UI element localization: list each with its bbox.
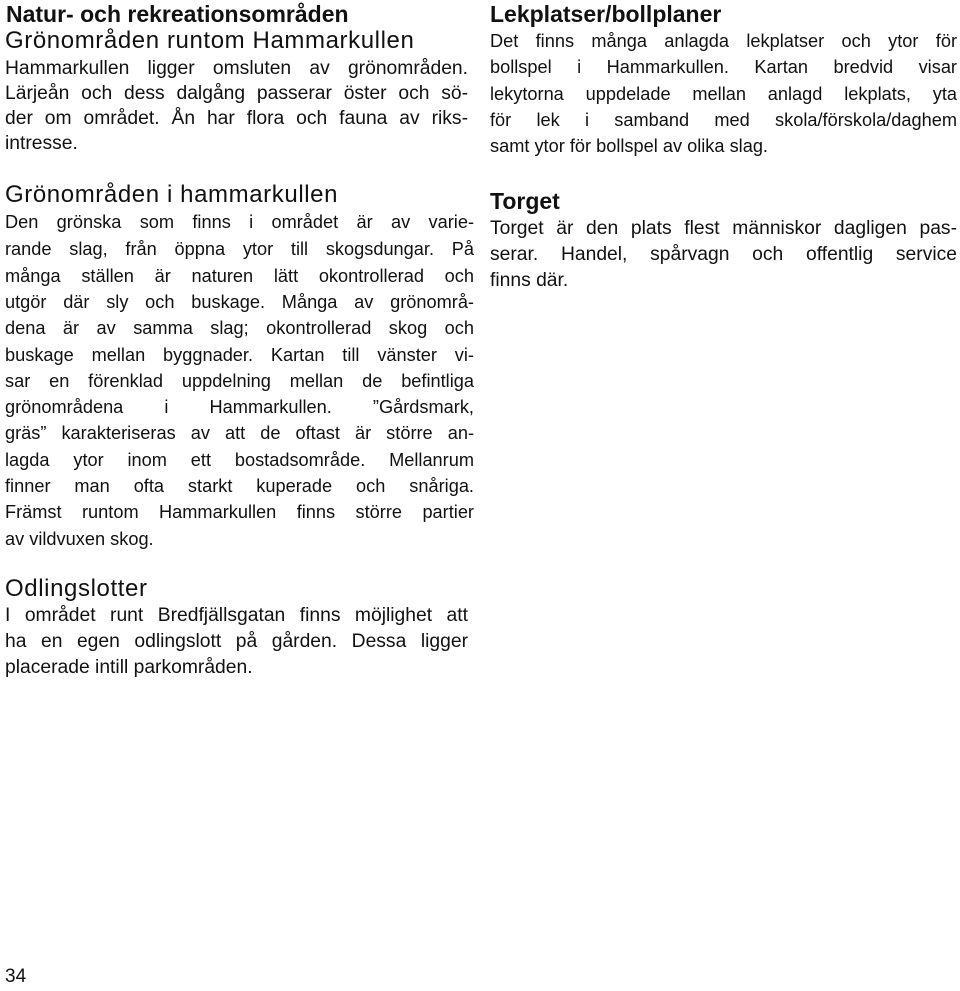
paragraph-line: lekytorna uppdelade mellan anlagd lekplats, yta — [490, 84, 957, 104]
paragraph-line: placerade intill parkområden. — [5, 657, 253, 678]
section-heading-torget: Torget — [490, 188, 560, 214]
paragraph-line: finner man ofta starkt kuperade och snåriga. — [5, 476, 474, 496]
page-number: 34 — [5, 966, 27, 987]
paragraph-line: bollspel i Hammarkullen. Kartan bredvid visar — [490, 57, 957, 77]
paragraph-line: många ställen är naturen lätt okontrollerad och — [5, 266, 474, 286]
paragraph-line: Främst runtom Hammarkullen finns större partier — [5, 502, 474, 522]
paragraph-line: lagda ytor inom ett bostadsområde. Mellanrum — [5, 450, 474, 470]
section-heading-lekplatser: Lekplatser/bollplaner — [490, 1, 722, 27]
paragraph-line: gräs” karakteriseras av att de oftast är större an- — [5, 423, 474, 443]
paragraph-line: Lärjeån och dess dalgång passerar öster och sö- — [5, 83, 468, 104]
paragraph-line: grönområdena i Hammarkullen. ”Gårdsmark, — [5, 397, 474, 417]
paragraph-line: Hammarkullen ligger omsluten av grönområden. — [5, 58, 468, 79]
paragraph-line: I området runt Bredfjällsgatan finns möjlighet att — [5, 605, 468, 626]
paragraph-line: rande slag, från öppna ytor till skogsdungar. På — [5, 239, 474, 259]
paragraph-line: dena är av samma slag; okontrollerad skog och — [5, 318, 474, 338]
section-heading-natur: Natur- och rekreationsområden — [6, 1, 349, 27]
paragraph-line: av vildvuxen skog. — [5, 529, 154, 549]
paragraph-line: samt ytor för bollspel av olika slag. — [490, 136, 768, 156]
paragraph-line: buskage mellan byggnader. Kartan till vänster vi- — [5, 345, 474, 365]
paragraph-line: utgör där sly och buskage. Många av grönområ- — [5, 292, 474, 312]
paragraph-line: Det finns många anlagda lekplatser och ytor för — [490, 31, 957, 51]
paragraph-line: finns där. — [490, 270, 569, 291]
paragraph-line: sar en förenklad uppdelning mellan de befintliga — [5, 371, 474, 391]
subheading-gronomraden-i-hammarkullen: Grönområden i hammarkullen — [5, 181, 339, 208]
paragraph-line: der om området. Ån har flora och fauna av riks- — [5, 108, 468, 129]
paragraph-line: intresse. — [5, 133, 78, 154]
paragraph-line: för lek i samband med skola/förskola/daghem — [490, 110, 957, 130]
subheading-gronomraden-runtom: Grönområden runtom Hammarkullen — [5, 27, 415, 54]
paragraph-line: Den grönska som finns i området är av varie- — [5, 212, 474, 232]
paragraph-line: serar. Handel, spårvagn och offentlig service — [490, 244, 957, 265]
paragraph-line: Torget är den plats flest människor dagligen pas- — [490, 218, 957, 239]
paragraph-line: ha en egen odlingslott på gården. Dessa ligger — [5, 631, 468, 652]
subheading-odlingslotter: Odlingslotter — [5, 575, 148, 602]
